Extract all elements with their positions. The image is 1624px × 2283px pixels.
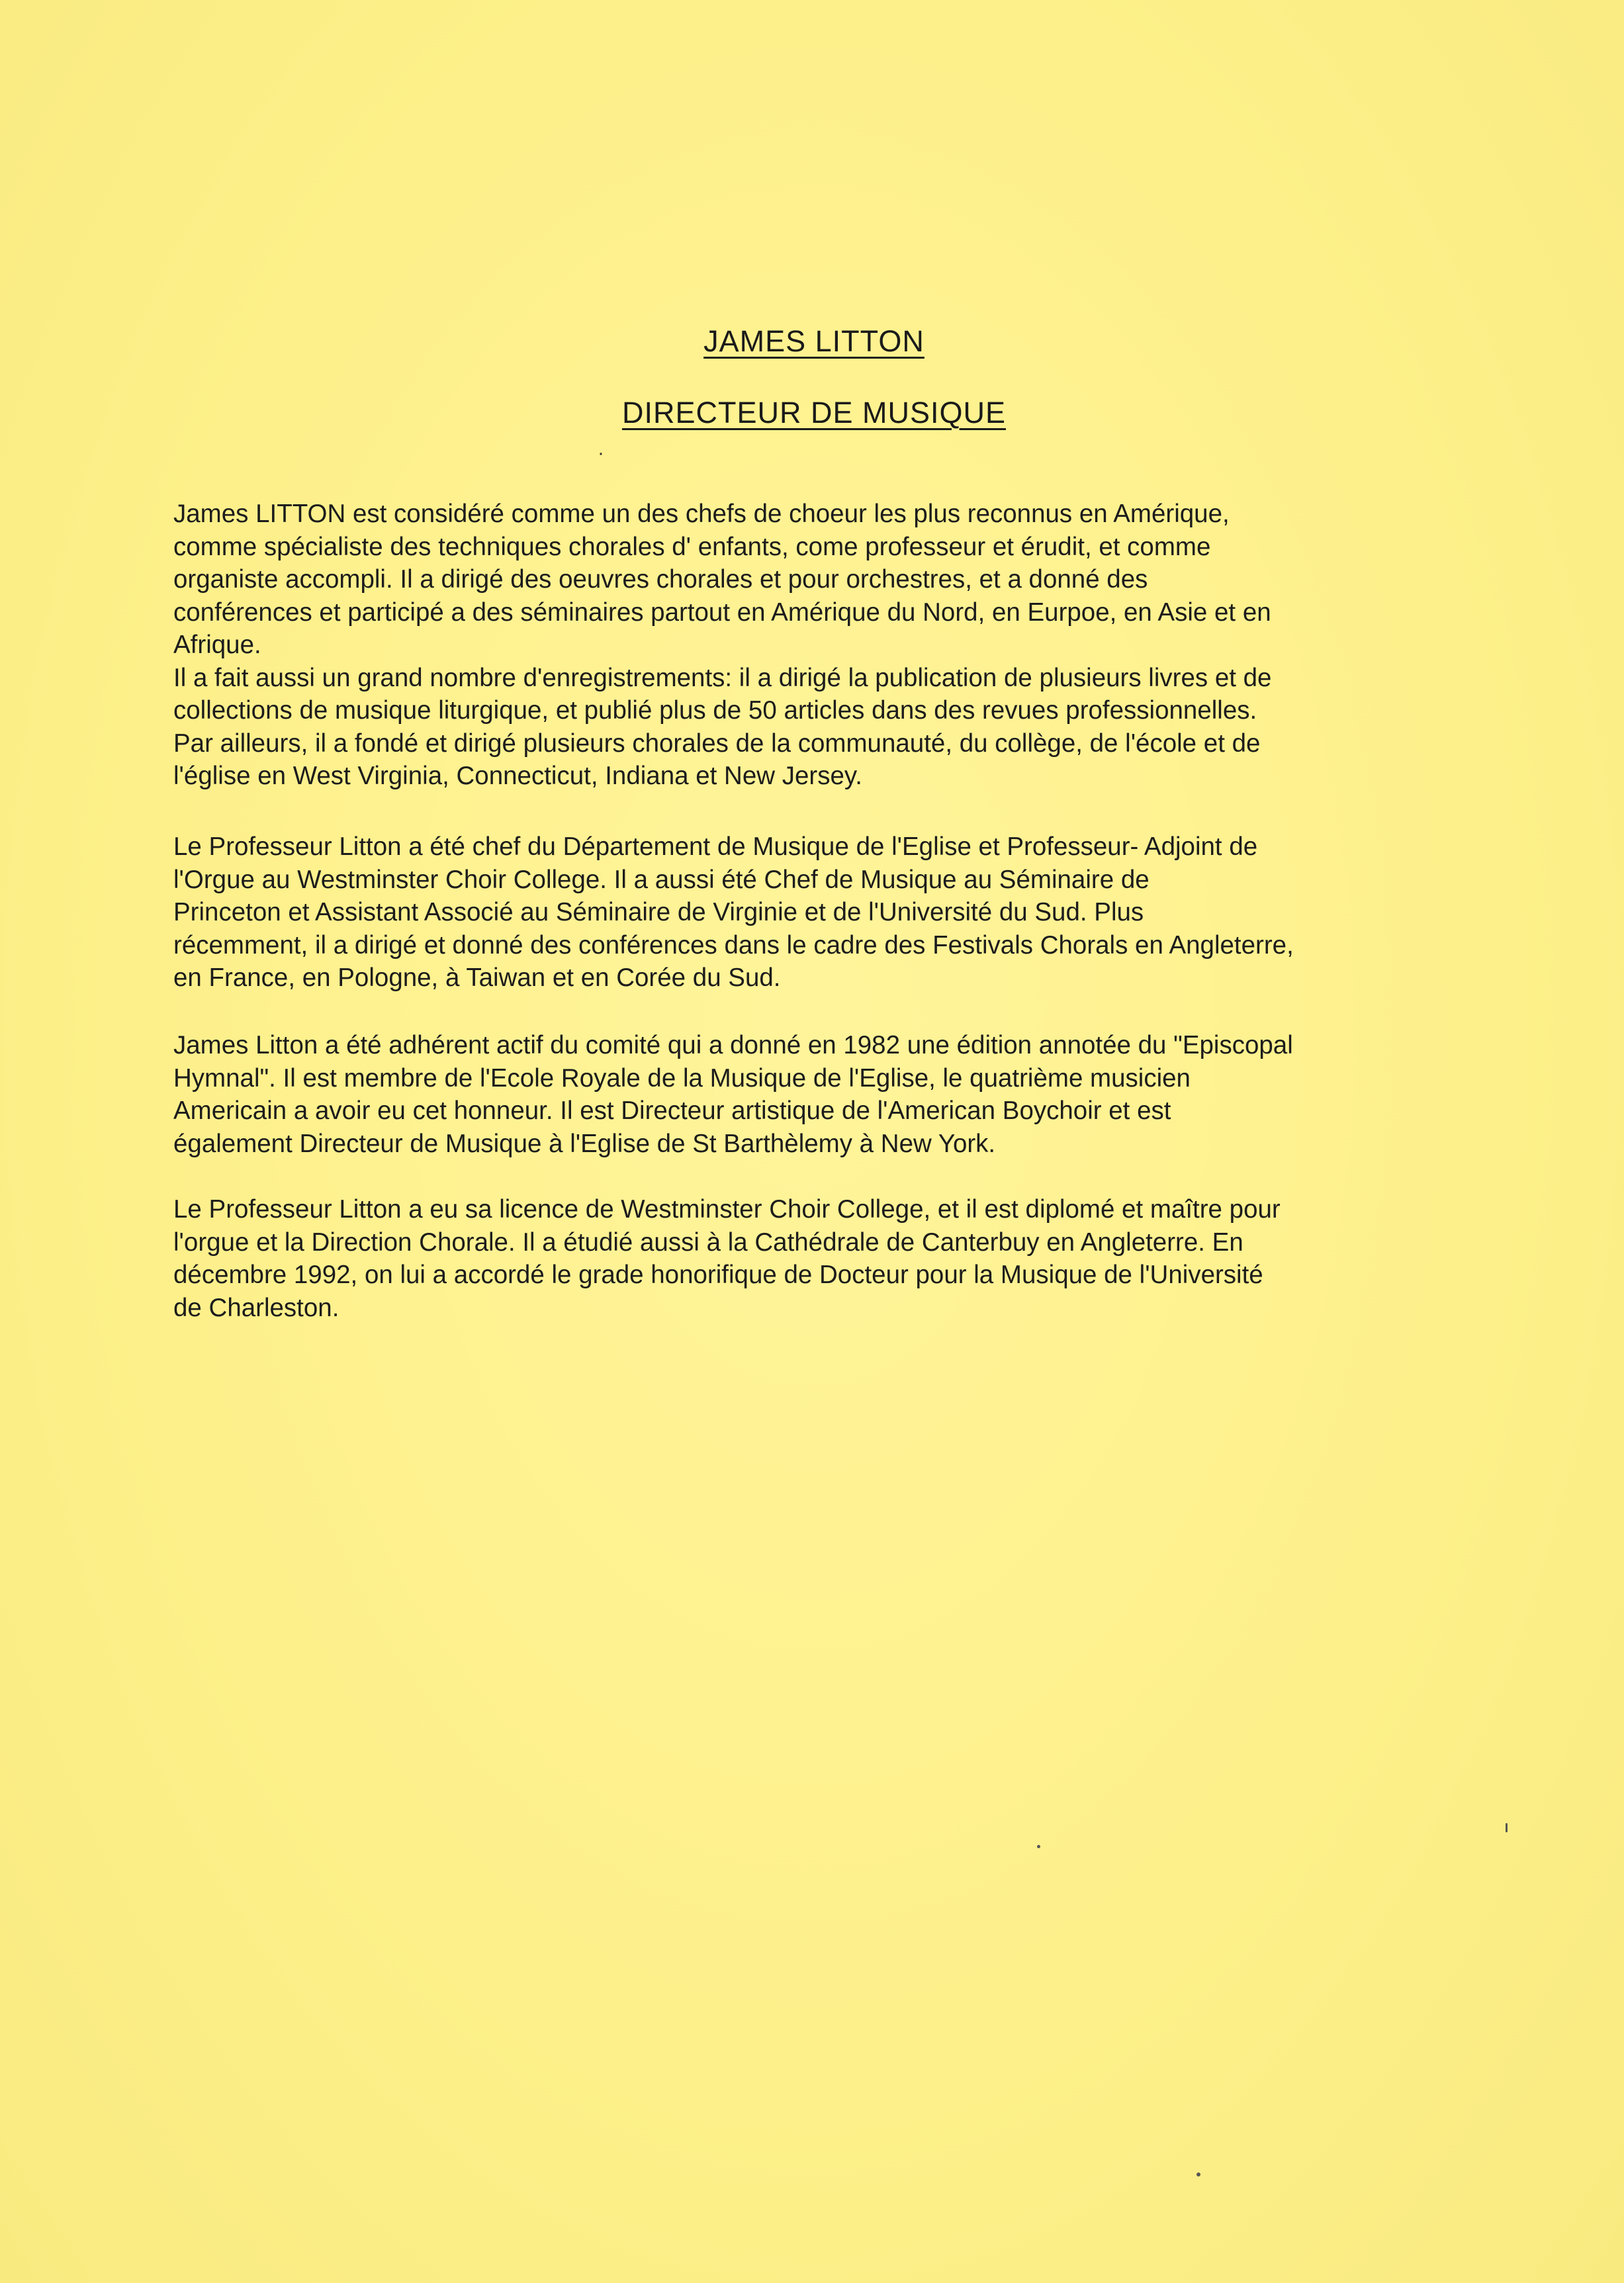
- document-subtitle-text: DIRECTEUR DE MUSIQUE: [621, 396, 1007, 429]
- text-line: Par ailleurs, il a fondé et dirigé plusieurs chorales de la communauté, du collège, de l'école et de: [173, 729, 1261, 758]
- paper-speck: [1506, 1823, 1508, 1832]
- text-line: organiste accompli. Il a dirigé des oeuvres chorales et pour orchestres, et a donné des: [173, 565, 1148, 594]
- text-line: conférences et participé a des séminaires partout en Amérique du Nord, en Eurpoe, en Asie et en: [173, 598, 1271, 627]
- paragraph-honours: [173, 1029, 1470, 1160]
- text-line: en France, en Pologne, à Taiwan et en Corée du Sud.: [173, 963, 781, 992]
- text-line: également Directeur de Musique à l'Eglise de St Barthèlemy à New York.: [173, 1129, 996, 1158]
- text-line: Le Professeur Litton a eu sa licence de Westminster Choir College, et il est diplomé et maître pour: [173, 1195, 1281, 1224]
- paper-speck: [1196, 2172, 1200, 2176]
- paragraph-biography: [173, 498, 1470, 793]
- paragraph-education: [173, 1193, 1470, 1324]
- text-line: Americain a avoir eu cet honneur. Il est Directeur artistique de l'American Boychoir et est: [173, 1097, 1171, 1125]
- text-line: l'orgue et la Direction Chorale. Il a étudié aussi à la Cathédrale de Canterbuy en Angleterre. En: [173, 1228, 1243, 1257]
- text-line: Il a fait aussi un grand nombre d'enregistrements: il a dirigé la publication de plusieurs livres et de: [173, 663, 1272, 692]
- text-line: Hymnal". Il est membre de l'Ecole Royale de la Musique de l'Eglise, le quatrième musicien: [173, 1063, 1191, 1093]
- paragraph-career: [173, 830, 1470, 995]
- document-title-text: JAMES LITTON: [703, 324, 925, 358]
- stray-pen-mark: ·: [598, 442, 604, 464]
- text-line: décembre 1992, on lui a accordé le grade honorifique de Docteur pour la Musique de l'Université: [173, 1261, 1263, 1289]
- document-subtitle: [602, 396, 1026, 430]
- text-line: collections de musique liturgique, et publié plus de 50 articles dans des revues professionnelles.: [173, 696, 1257, 725]
- text-line: Afrique.: [173, 631, 261, 659]
- text-line: de Charleston.: [173, 1293, 339, 1322]
- text-line: James LITTON est considéré comme un des chefs de choeur les plus reconnus en Amérique,: [173, 500, 1230, 528]
- text-line: Le Professeur Litton a été chef du Département de Musique de l'Eglise et Professeur- Adjoint de: [173, 832, 1258, 861]
- text-line: Princeton et Assistant Associé au Séminaire de Virginie et de l'Université du Sud. Plus: [173, 898, 1144, 926]
- text-line: l'église en West Virginia, Connecticut, Indiana et New Jersey.: [173, 762, 862, 790]
- text-line: récemment, il a dirigé et donné des conférences dans le cadre des Festivals Chorals en Angleterre,: [173, 930, 1294, 960]
- text-line: comme spécialiste des techniques chorales d' enfants, come professeur et érudit, et comme: [173, 532, 1211, 561]
- text-line: James Litton a été adhérent actif du comité qui a donné en 1982 une édition annotée du "Episcopal: [173, 1031, 1293, 1059]
- text-line: l'Orgue au Westminster Choir College. Il a aussi été Chef de Musique au Séminaire de: [173, 865, 1150, 894]
- paper-speck: [1037, 1845, 1040, 1848]
- document-title: [701, 324, 926, 359]
